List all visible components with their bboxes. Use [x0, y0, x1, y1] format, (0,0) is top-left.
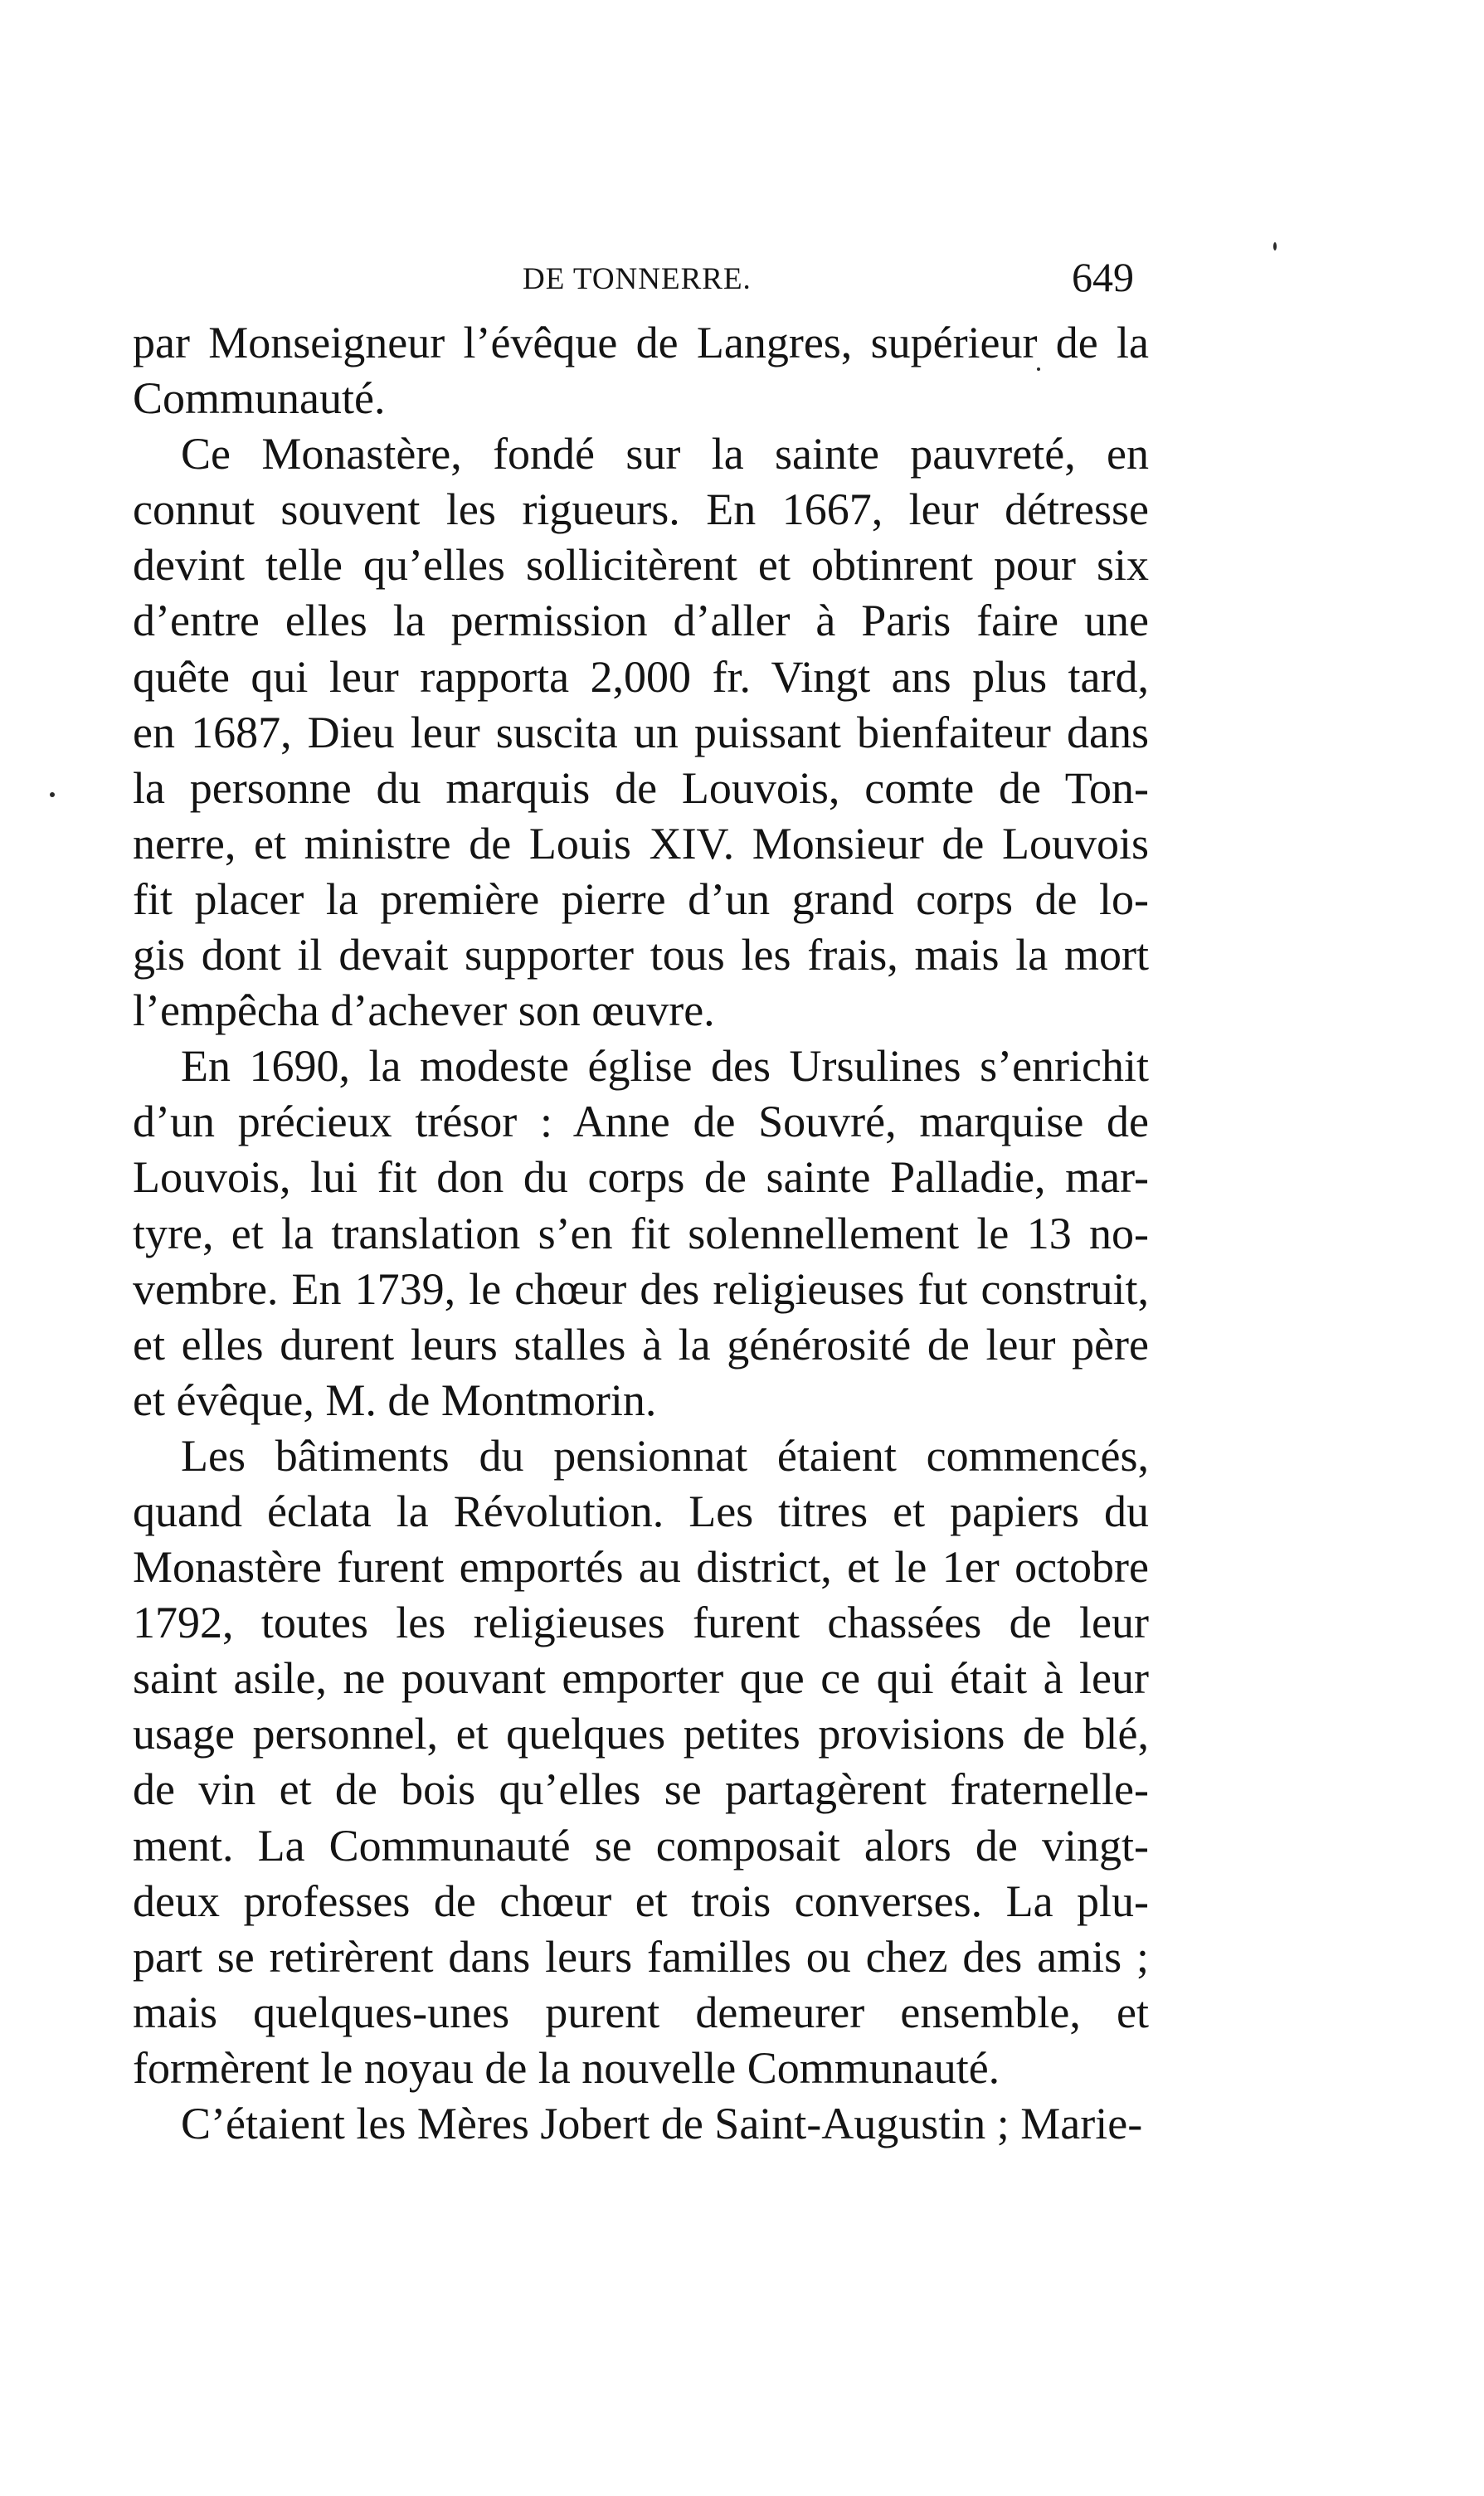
- print-speck: [50, 792, 55, 797]
- text-line: d’entre elles la permission d’aller à Paris faire une: [133, 596, 1149, 646]
- text-line: par Monseigneur l’évêque de Langres, supérieur de la: [133, 318, 1149, 367]
- text-line: gis dont il devait supporter tous les frais, mais la mort: [133, 930, 1149, 980]
- text-line: en 1687, Dieu leur suscita un puissant bienfaiteur dans: [133, 707, 1149, 757]
- text-line: Ce Monastère, fondé sur la sainte pauvreté, en: [181, 429, 1149, 479]
- print-speck: [1037, 367, 1040, 371]
- text-line: 1792, toutes les religieuses furent chassées de leur: [133, 1598, 1149, 1648]
- text-line: tyre, et la translation s’en fit solennellement le 13 no-: [133, 1208, 1149, 1258]
- text-line: part se retirèrent dans leurs familles ou chez des amis ;: [133, 1931, 1149, 1982]
- text-line: fit placer la première pierre d’un grand corps de lo-: [133, 873, 1149, 924]
- text-line: usage personnel, et quelques petites provisions de blé,: [133, 1709, 1149, 1759]
- text-line: formèrent le noyau de la nouvelle Communauté.: [133, 2042, 1000, 2093]
- text-line: ment. La Communauté se composait alors de vingt-: [133, 1820, 1149, 1871]
- text-line: vembre. En 1739, le chœur des religieuses fut construit,: [133, 1263, 1149, 1314]
- text-line: Monastère furent emportés au district, et le 1er octobre: [133, 1542, 1149, 1593]
- text-line: quête qui leur rapporta 2,000 fr. Vingt ans plus tard,: [133, 651, 1149, 702]
- page-header: [133, 253, 1149, 311]
- text-line: En 1690, la modeste église des Ursulines s’enrichit: [181, 1041, 1149, 1092]
- page-number: 649: [1072, 254, 1134, 300]
- text-line: Les bâtiments du pensionnat étaient commencés,: [181, 1430, 1149, 1481]
- text-line: saint asile, ne pouvant emporter que ce qui était à leur: [133, 1653, 1149, 1704]
- body-text: [133, 315, 1149, 2152]
- text-line: de vin et de bois qu’elles se partagèrent fraternelle-: [133, 1764, 1149, 1815]
- text-line: quand éclata la Révolution. Les titres et papiers du: [133, 1486, 1149, 1536]
- text-line: C’étaient les Mères Jobert de Saint-Augustin ; Marie-: [181, 2099, 1143, 2148]
- text-line: et évêque, M. de Montmorin.: [133, 1375, 657, 1425]
- text-line: et elles durent leurs stalles à la générosité de leur père: [133, 1319, 1149, 1370]
- text-line: nerre, et ministre de Louis XIV. Monsieur de Louvois: [133, 818, 1149, 868]
- text-line: connut souvent les rigueurs. En 1667, leur détresse: [133, 484, 1149, 535]
- text-line: Louvois, lui fit don du corps de sainte Palladie, mar-: [133, 1152, 1149, 1203]
- text-line: l’empêcha d’achever son œuvre.: [133, 985, 715, 1036]
- text-line: Communauté.: [133, 373, 386, 424]
- text-line: devint telle qu’elles sollicitèrent et obtinrent pour six: [133, 540, 1149, 591]
- text-line: deux professes de chœur et trois converses. La plu-: [133, 1876, 1149, 1926]
- text-line: mais quelques-unes purent demeurer ensemble, et: [133, 1987, 1149, 2037]
- text-line: d’un précieux trésor : Anne de Souvré, marquise de: [133, 1097, 1149, 1147]
- running-title: DE TONNERRE.: [523, 262, 752, 296]
- print-speck: [1273, 242, 1277, 251]
- text-line: la personne du marquis de Louvois, comte de Ton-: [133, 762, 1149, 813]
